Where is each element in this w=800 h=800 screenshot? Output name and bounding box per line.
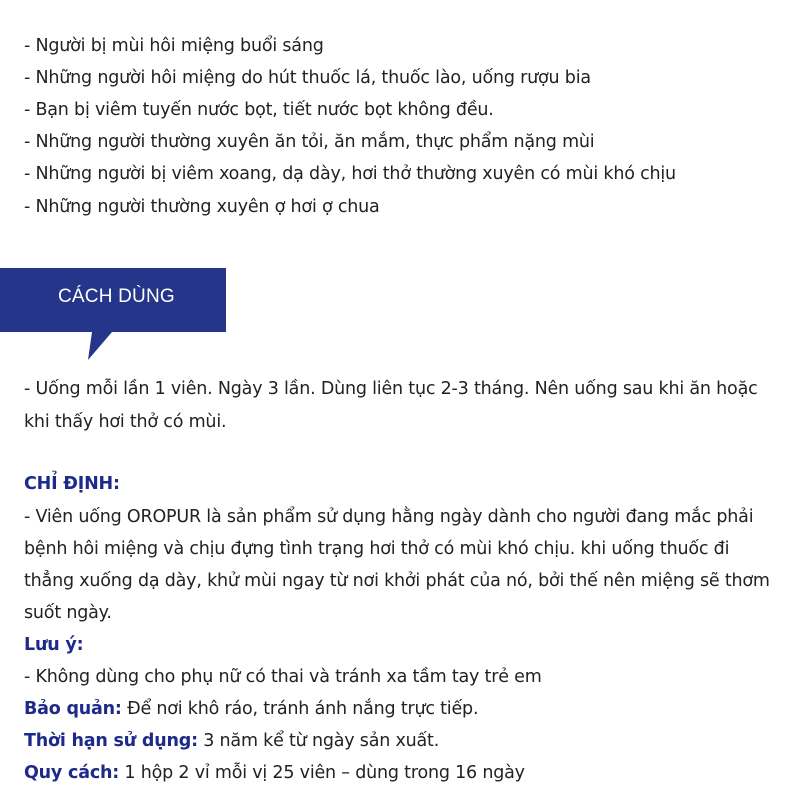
shelf-life-label: Thời hạn sử dụng: [24,731,198,751]
note-text: - Không dùng cho phụ nữ có thai và tránh xa tầm tay trẻ em [24,667,542,687]
usage-banner-shape [0,268,226,360]
shelf-life-text: 3 năm kể từ ngày sản xuất. [197,731,440,751]
indication-line: bệnh hôi miệng và chịu đựng tình trạng hơi thở có mùi khó chịu. khi uống thuốc đi [24,539,730,559]
usage-line: - Uống mỗi lần 1 viên. Ngày 3 lần. Dùng liên tục 2-3 tháng. Nên uống sau khi ăn hoặc [24,379,758,399]
indication-heading: CHỈ ĐỊNH: [24,474,120,494]
audience-item: - Những người thường xuyên ợ hơi ợ chua [24,197,380,217]
indication-line: suốt ngày. [24,603,112,623]
indication-line: thẳng xuống dạ dày, khử mùi ngay từ nơi khởi phát của nó, bởi thế nên miệng sẽ thơm [24,571,770,591]
usage-banner-title: CÁCH DÙNG [58,286,175,307]
packaging-text: 1 hộp 2 vỉ mỗi vị 25 viên – dùng trong 16 ngày [119,763,525,783]
note-heading: Lưu ý: [24,635,84,655]
storage-text: Để nơi khô ráo, tránh ánh nắng trực tiếp. [121,699,479,719]
storage-label: Bảo quản: [24,699,122,719]
packaging-label: Quy cách: [24,763,120,783]
audience-item: - Những người thường xuyên ăn tỏi, ăn mắm, thực phẩm nặng mùi [24,132,595,152]
packaging-row [24,762,525,784]
shelf-life-row [24,730,439,752]
indication-line: - Viên uống OROPUR là sản phẩm sử dụng hằng ngày dành cho người đang mắc phải [24,507,754,527]
audience-item: - Bạn bị viêm tuyến nước bọt, tiết nước bọt không đều. [24,100,494,120]
audience-item: - Những người hôi miệng do hút thuốc lá, thuốc lào, uống rượu bia [24,68,591,88]
usage-line: khi thấy hơi thở có mùi. [24,412,227,432]
usage-banner [0,268,230,362]
audience-item: - Người bị mùi hôi miệng buổi sáng [24,36,324,56]
audience-item: - Những người bị viêm xoang, dạ dày, hơi thở thường xuyên có mùi khó chịu [24,164,676,184]
storage-row [24,698,478,720]
